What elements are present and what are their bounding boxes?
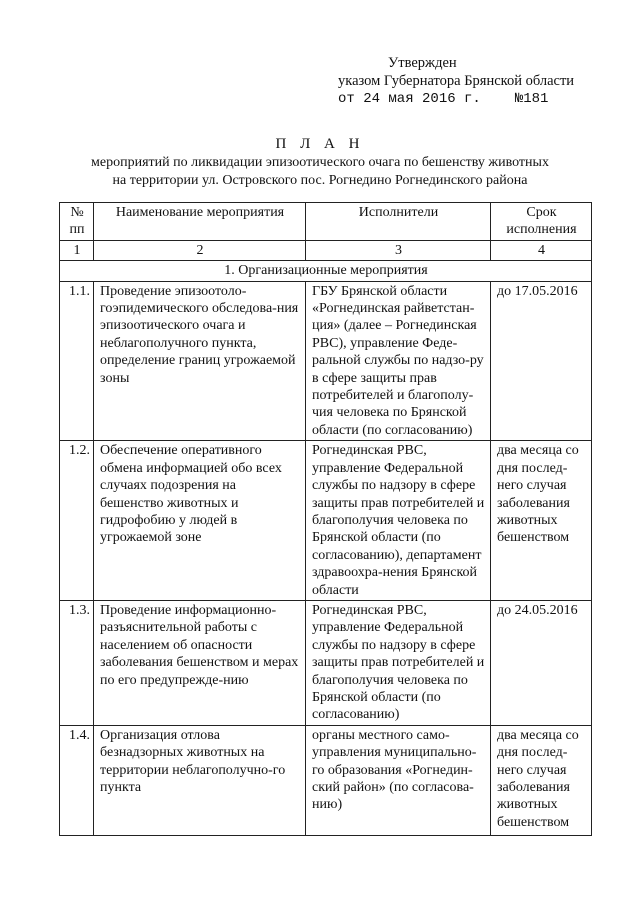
document-title: П Л А Н <box>275 136 365 152</box>
row-deadline: два месяца со дня послед-него случая заболевания животных бешенством <box>491 441 592 601</box>
row-deadline: до 24.05.2016 <box>491 600 592 725</box>
subtitle-line-1: мероприятий по ликвидации эпизоотического очага по бешенству животных <box>91 155 549 170</box>
table-row <box>60 600 592 725</box>
row-deadline: два месяца со дня послед-него случая заболевания животных бешенством <box>491 725 592 835</box>
row-activity: Организация отлова безнадзорных животных на территории неблагополучно-го пункта <box>94 725 306 835</box>
row-executors: Рогнединская РВС, управление Федеральной службы по надзору в сфере защиты прав потребителей и благополучия человека по Брянской области (по согласованию) <box>306 600 491 725</box>
row-deadline: до 17.05.2016 <box>491 281 592 441</box>
column-index: 3 <box>306 240 491 260</box>
row-activity: Обеспечение оперативного обмена информацией обо всех случаях подозрения на бешенство животных и гидрофобию у людей в угрожаемой зоне <box>94 441 306 601</box>
row-number: 1.2. <box>60 441 94 601</box>
approval-title: Утвержден <box>388 55 457 71</box>
row-number: 1.1. <box>60 281 94 441</box>
header-num: № пп <box>60 203 94 241</box>
table-row <box>60 441 592 601</box>
approval-date-line <box>338 90 574 108</box>
approval-number: №181 <box>514 91 549 107</box>
row-activity: Проведение эпизоотоло-гоэпидемического обследова-ния эпизоотического очага и неблагополучного пункта, определение границ угрожаемой зоны <box>94 281 306 441</box>
table-header-row <box>60 203 592 241</box>
section-row <box>60 261 592 281</box>
column-index-row <box>60 240 592 260</box>
document-subtitle <box>0 154 640 190</box>
header-name: Наименование мероприятия <box>94 203 306 241</box>
row-executors: Рогнединская РВС, управление Федеральной службы по надзору в сфере защиты прав потребителей и благополучия человека по Брянской области (по согласованию), департамент здравоохра-нения Брянской области <box>306 441 491 601</box>
row-number: 1.3. <box>60 600 94 725</box>
plan-table <box>59 202 592 836</box>
column-index: 2 <box>94 240 306 260</box>
header-deadline: Срок исполнения <box>491 203 592 241</box>
approval-authority: указом Губернатора Брянской области <box>338 73 575 89</box>
table-row <box>60 281 592 441</box>
row-number: 1.4. <box>60 725 94 835</box>
row-executors: органы местного само-управления муниципально-го образования «Рогнедин-ский район» (по согласова-нию) <box>306 725 491 835</box>
subtitle-line-2: на территории ул. Островского пос. Рогнедино Рогнединского района <box>112 173 528 188</box>
column-index: 1 <box>60 240 94 260</box>
header-executors: Исполнители <box>306 203 491 241</box>
row-executors: ГБУ Брянской области «Рогнединская райветстан-ция» (далее – Рогнединская РВС), управление Феде-ральной службы по надзо-ру в сфере защиты прав потребителей и благополу-чия человека по Брянской области (по согласованию) <box>306 281 491 441</box>
table-row <box>60 725 592 835</box>
column-index: 4 <box>491 240 592 260</box>
approval-stamp <box>338 54 574 108</box>
section-title: 1. Организационные мероприятия <box>60 261 592 281</box>
approval-date: от 24 мая 2016 г. <box>338 91 481 107</box>
row-activity: Проведение информационно-разъяснительной работы с населением об опасности заболевания бешенством и мерах по его предупрежде-нию <box>94 600 306 725</box>
